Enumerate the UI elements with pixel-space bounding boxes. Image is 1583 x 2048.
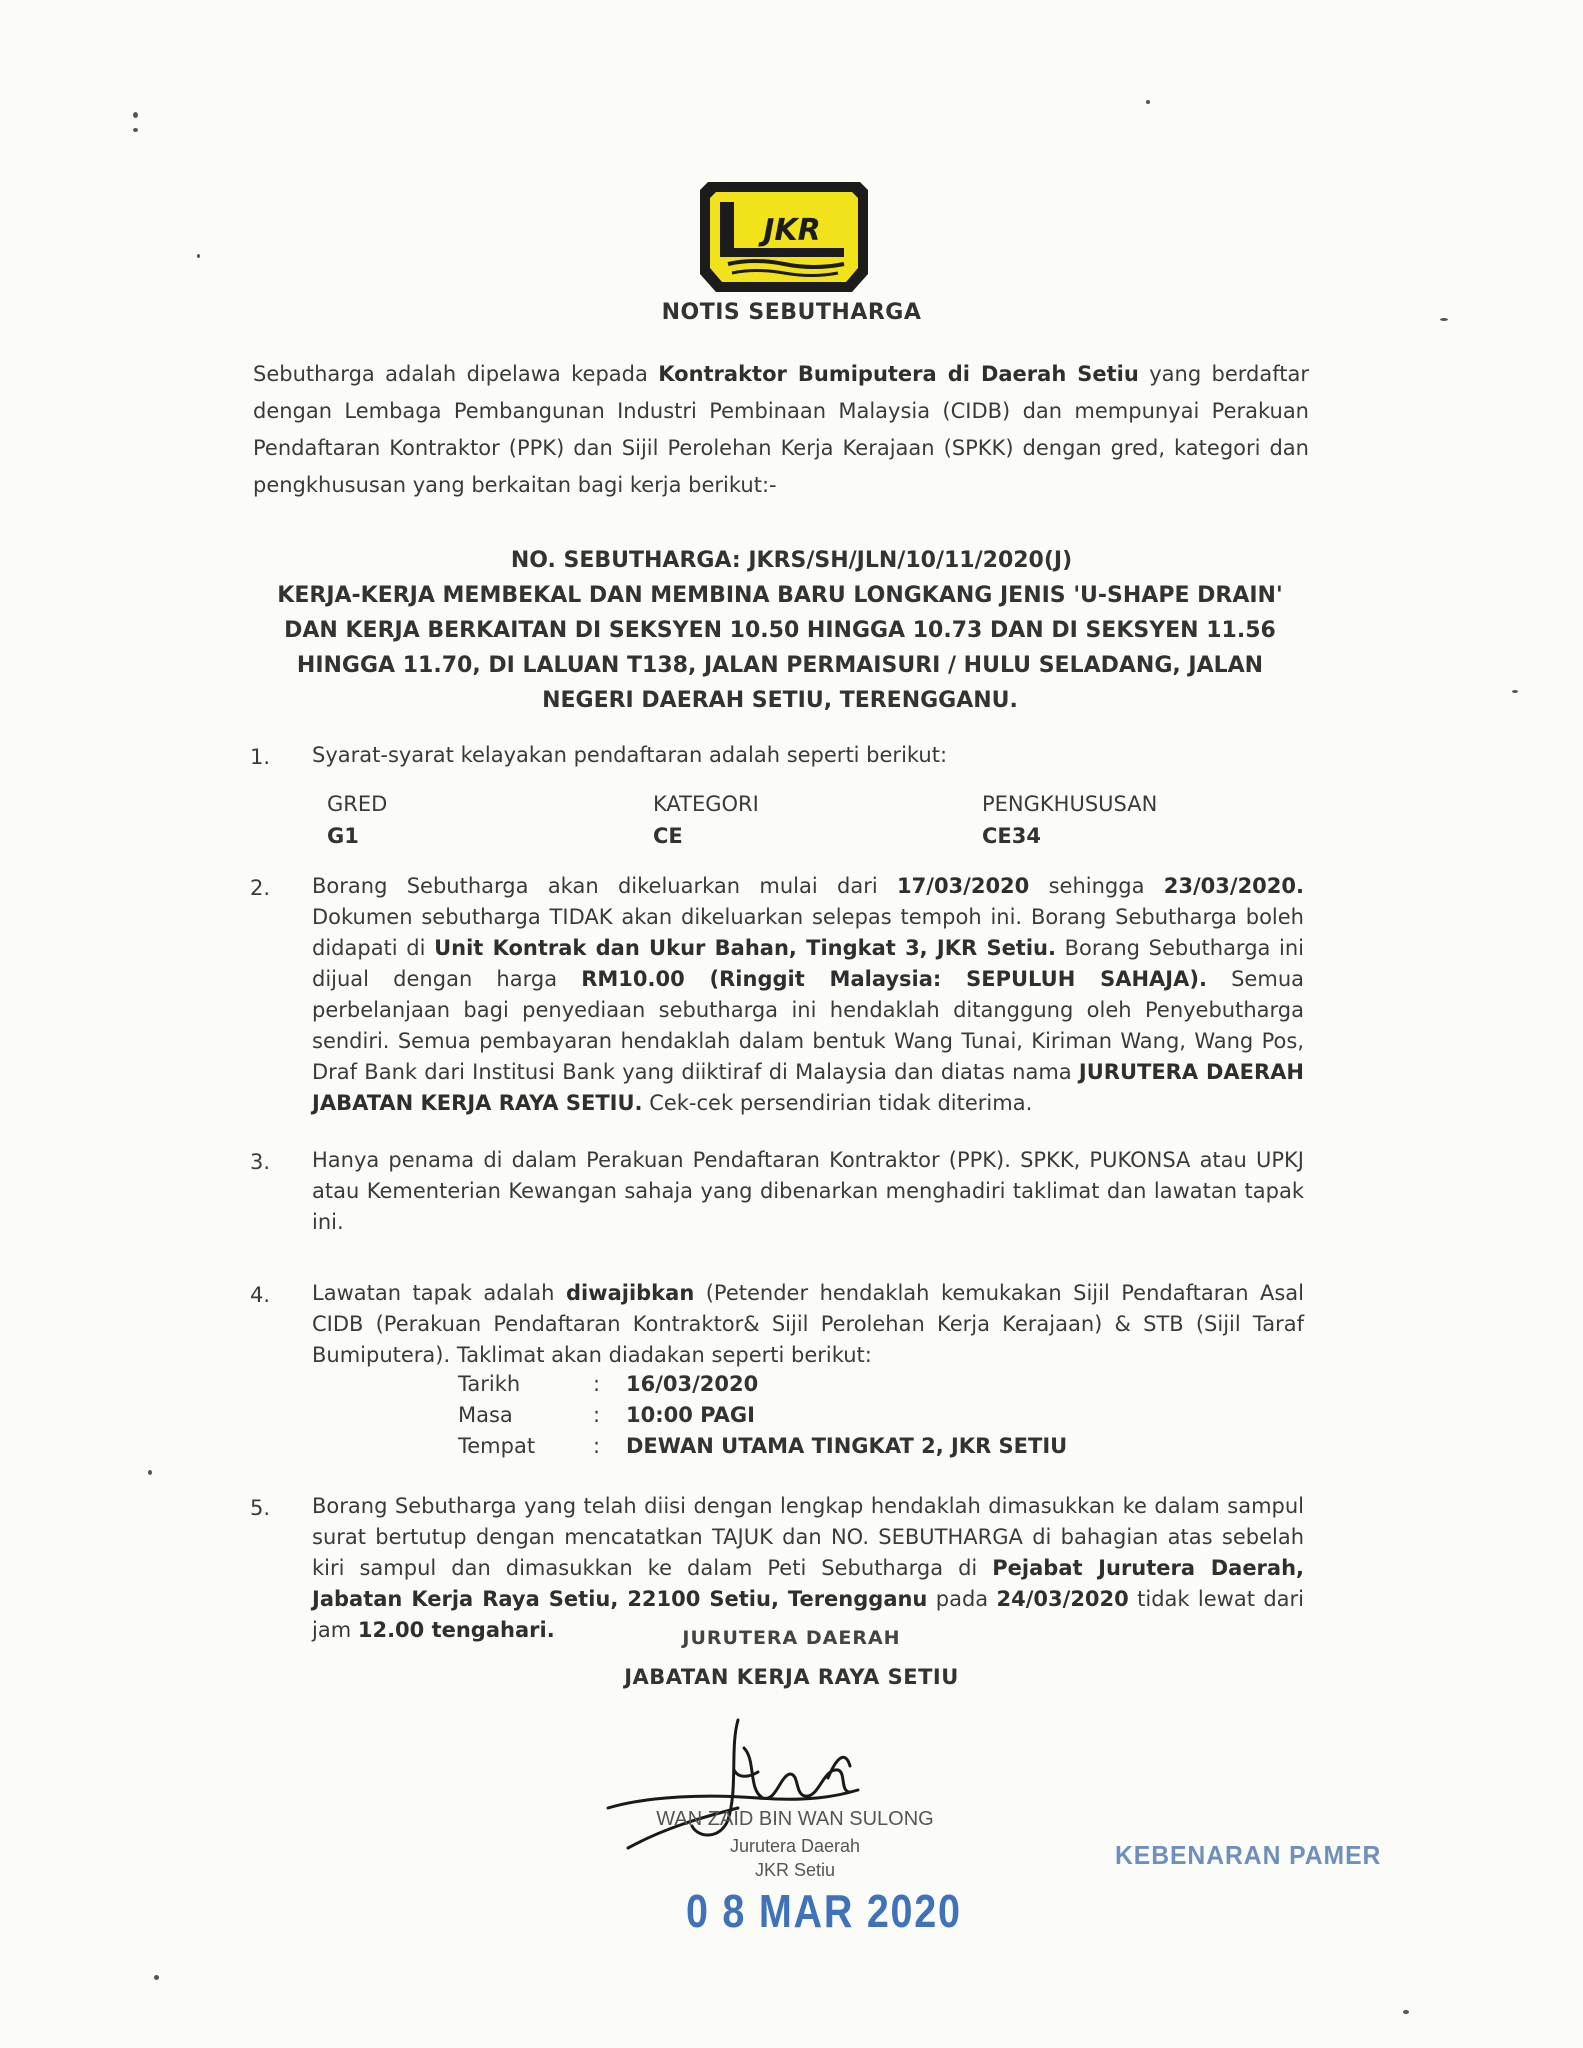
briefing-place: DEWAN UTAMA TINGKAT 2, JKR SETIU: [626, 1434, 1068, 1458]
scan-speck: [1440, 318, 1448, 321]
officer-role-stamp: Jurutera Daerah: [729, 1836, 861, 1856]
item-2-number: 2.: [250, 876, 271, 900]
signoff-title: JURUTERA DAERAH: [682, 1627, 901, 1649]
intro-paragraph: Sebutharga adalah dipelawa kepada Kontraktor Bumiputera di Daerah Setiu yang berdaftar dengan Lembaga Pembangunan Industri Pembinaan Malaysia (CIDB) dan mempunyai Perakuan Pendaftaran Kontraktor (PPK) dan Sijil Perolehan Kerja Kerajaan (SPKK) dengan gred, kategori dan pengkhususan yang berkaitan bagi kerja berikut:-: [253, 362, 1309, 497]
pengkhususan-value: CE34: [982, 824, 1041, 848]
gred-value: G1: [327, 824, 359, 848]
item-1-number: 1.: [250, 745, 271, 769]
display-permit-stamp: KEBENARAN PAMER: [1115, 1840, 1382, 1870]
scan-speck: [154, 1975, 159, 1980]
officer-name-stamp: WAN ZAID BIN WAN SULONG: [656, 1808, 934, 1830]
scan-speck: [133, 112, 138, 118]
tender-number: NO. SEBUTHARGA: JKRS/SH/JLN/10/11/2020(J): [510, 548, 1073, 573]
scan-speck: [1512, 690, 1518, 693]
scan-speck: [148, 1470, 152, 1475]
item-1-text: Syarat-syarat kelayakan pendaftaran adalah seperti berikut:: [312, 743, 948, 767]
scan-speck: [197, 254, 200, 258]
date-stamp: 0 8 MAR 2020: [686, 1885, 962, 1937]
item-3-number: 3.: [250, 1150, 271, 1174]
pengkhususan-label: PENGKHUSUSAN: [982, 792, 1158, 816]
scan-speck: [133, 128, 138, 132]
gred-label: GRED: [327, 792, 388, 816]
item-4-number: 4.: [250, 1283, 271, 1307]
notice-page: JKR NOTIS SEBUTHARGA Sebutharga adalah dipelawa kepada Kontraktor Bumiputera di Daerah Setiu yang berdaftar dengan Lembaga Pembangunan Industri Pembinaan Malaysia (CIDB) dan mempunyai Perakuan Pendaftaran Kontraktor (PPK) dan Sijil Perolehan Kerja Kerajaan (SPKK) dengan gred, kategori dan pengkhususan yang berkaitan bagi kerja berikut:- NO. SEBUTHARGA: JKRS/SH/JLN/10/11/2020(J) KERJA-KERJA MEMBEKAL DAN MEMBINA BARU LONGKANG JENIS 'U-SHAPE DRAIN' DAN KERJA BERKAITAN DI SEKSYEN 10.50 HINGGA 10.73 DAN DI SEKSYEN 11.56 HINGGA 11.70, DI LALUAN T138, JALAN PERMAISURI / HULU SELADANG, JALAN NEGERI DAERAH SETIU, TERENGGANU. 1. Syarat-syarat kelayakan pendaftaran adalah seperti berikut: GRED G1 KATEGORI CE PENGKHUSUSAN CE34 2. Borang Sebutharga akan dikeluarkan mulai dari 17/03/2020 sehingga 23/03/2020. Dokumen sebutharga TIDAK akan dikeluarkan selepas tempoh ini. Borang Sebutharga boleh didapati di Unit Kontrak dan Ukur Bahan, Tingkat 3, JKR Setiu. Borang Sebutharga ini dijual dengan harga RM10.00 (Ringgit Malaysia: SEPULUH SAHAJA). Semua perbelanjaan bagi penyediaan sebutharga ini hendaklah ditanggung oleh Penyebutharga sendiri. Semua pembayaran hendaklah dalam bentuk Wang Tunai, Kiriman Wang, Wang Pos, Draf Bank dari Institusi Bank yang diiktiraf di Malaysia dan diatas nama JURUTERA DAERAH JABATAN KERJA RAYA SETIU. Cek-cek persendirian tidak diterima. 3. Hanya penama di dalam Perakuan Pendaftaran Kontraktor (PPK). SPKK, PUKONSA atau UPKJ atau Kementerian Kewangan sahaja yang dibenarkan menghadiri taklimat dan lawatan tapak ini. 4. Lawatan tapak adalah diwajibkan (Petender hendaklah kemukakan Sijil Pendaftaran Asal CIDB (Perakuan Pendaftaran Kontraktor& Sijil Perolehan Kerja Kerajaan) & STB (Sijil Taraf Bumiputera). Taklimat akan diadakan seperti berikut: Tarikh : 16/03/2020 Masa : 10:00 PAGI Tempat : DEWAN UTAMA TINGKAT 2, JKR SETIU 5. Borang Sebutharga yang telah diisi dengan lengkap hendaklah dimasukkan ke dalam sampul surat bertutup dengan mencatatkan TAJUK dan NO. SEBUTHARGA di bahagian atas sebelah kiri sampul dan dimasukkan ke dalam Peti Sebutharga di Pejabat Jurutera Daerah, Jabatan Kerja Raya Setiu, 22100 Setiu, Terengganu pada 24/03/2020 tidak lewat dari jam 12.00 tengahari. JURUTERA DAERAH JABATAN KERJA RAYA SETIU WAN ZAID BIN WAN SULONG Jurutera Daerah JKR Setiu 0 8 MAR 2020 KEBENARAN PAMER: [0, 0, 1583, 2048]
jkr-logo: [694, 178, 874, 296]
officer-office-stamp: JKR Setiu: [754, 1860, 836, 1880]
item-4-text: Lawatan tapak adalah diwajibkan (Petender hendaklah kemukakan Sijil Pendaftaran Asal CIDB (Perakuan Pendaftaran Kontraktor& Sijil Perolehan Kerja Kerajaan) & STB (Sijil Taraf Bumiputera). Taklimat akan diadakan seperti berikut:: [312, 1281, 1305, 1367]
briefing-date: 16/03/2020: [626, 1372, 759, 1396]
signoff-department: JABATAN KERJA RAYA SETIU: [624, 1665, 959, 1689]
notice-title: NOTIS SEBUTHARGA: [661, 300, 922, 325]
kategori-value: CE: [653, 824, 683, 848]
scan-speck: [1146, 100, 1150, 104]
scan-speck: [1403, 2010, 1409, 2014]
item-2-text: Borang Sebutharga akan dikeluarkan mulai dari 17/03/2020 sehingga 23/03/2020. Dokumen sebutharga TIDAK akan dikeluarkan selepas tempoh ini. Borang Sebutharga boleh didapati di Unit Kontrak dan Ukur Bahan, Tingkat 3, JKR Setiu. Borang Sebutharga ini dijual dengan harga RM10.00 (Ringgit Malaysia: SEPULUH SAHAJA). Semua perbelanjaan bagi penyediaan sebutharga ini hendaklah ditanggung oleh Penyebutharga sendiri. Semua pembayaran hendaklah dalam bentuk Wang Tunai, Kiriman Wang, Wang Pos, Draf Bank dari Institusi Bank yang diiktiraf di Malaysia dan diatas nama JURUTERA DAERAH JABATAN KERJA RAYA SETIU. Cek-cek persendirian tidak diterima.: [312, 874, 1305, 1115]
kategori-label: KATEGORI: [653, 792, 759, 816]
briefing-time: 10:00 PAGI: [626, 1403, 755, 1427]
item-3-text: Hanya penama di dalam Perakuan Pendaftaran Kontraktor (PPK). SPKK, PUKONSA atau UPKJ atau Kementerian Kewangan sahaja yang dibenarkan menghadiri taklimat dan lawatan tapak ini.: [312, 1148, 1304, 1234]
svg-text:JKR: JKR: [763, 213, 821, 248]
item-5-number: 5.: [250, 1496, 271, 1520]
item-5-text: Borang Sebutharga yang telah diisi dengan lengkap hendaklah dimasukkan ke dalam sampul surat bertutup dengan mencatatkan TAJUK dan NO. SEBUTHARGA di bahagian atas sebelah kiri sampul dan dimasukkan ke dalam Peti Sebutharga di Pejabat Jurutera Daerah, Jabatan Kerja Raya Setiu, 22100 Setiu, Terengganu pada 24/03/2020 tidak lewat dari jam 12.00 tengahari.: [312, 1494, 1305, 1642]
tender-title: KERJA-KERJA MEMBEKAL DAN MEMBINA BARU LONGKANG JENIS 'U-SHAPE DRAIN' DAN KERJA BERKAITAN DI SEKSYEN 10.50 HINGGA 10.73 DAN DI SEKSYEN 11.56 HINGGA 11.70, DI LALUAN T138, JALAN PERMAISURI / HULU SELADANG, JALAN NEGERI DAERAH SETIU, TERENGGANU.: [277, 583, 1283, 713]
